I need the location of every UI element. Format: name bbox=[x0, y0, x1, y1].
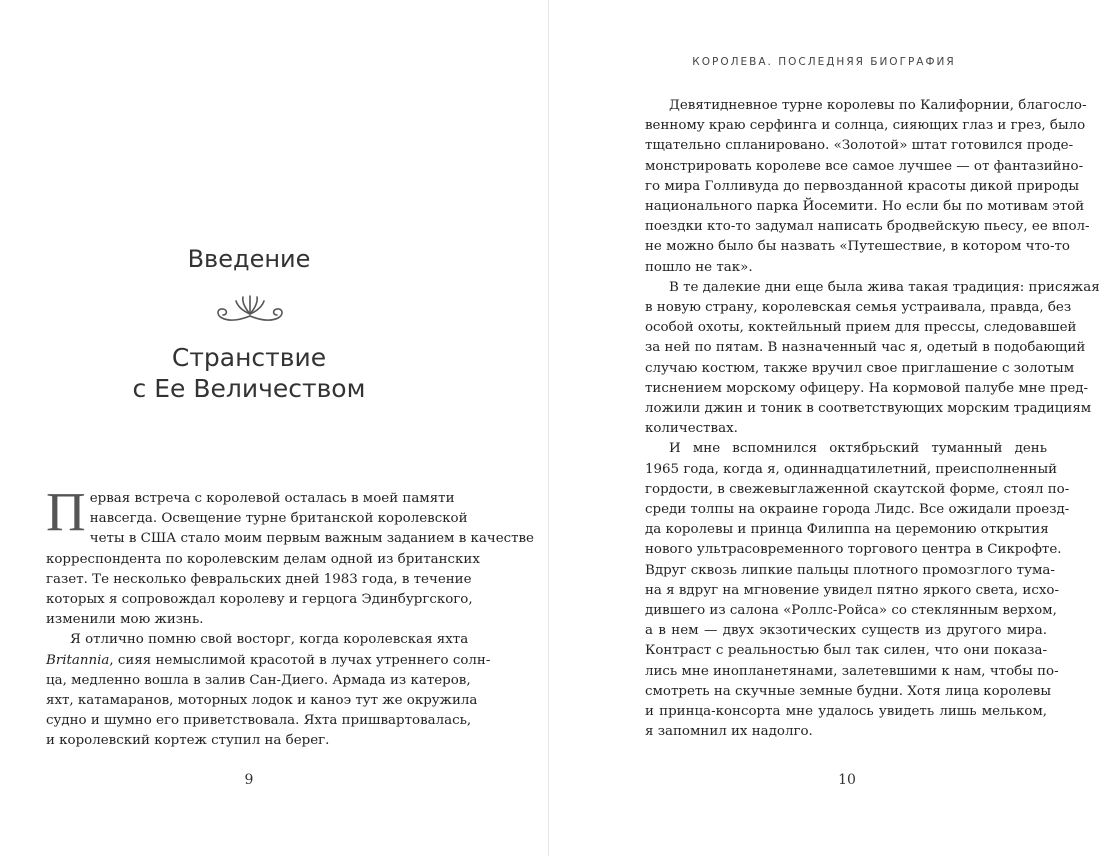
text-line: гордости, в свежевыглаженной скаутской форме, стоял по- bbox=[645, 481, 1070, 497]
left-body-text bbox=[46, 481, 534, 752]
text-line: корреспондента по королевским делам одной из британских bbox=[46, 551, 480, 567]
text-line: 1965 года, когда я, одиннадцатилетний, преисполненный bbox=[645, 461, 1058, 477]
text-line: за ней по пятам. В назначенный час я, одетый в подобающий bbox=[645, 340, 1086, 356]
text-line: не можно было бы назвать «Путешествие, в котором что-то bbox=[645, 239, 1070, 255]
text-line: венному краю серфинга и солнца, сияющих глаз и грез, было bbox=[645, 118, 1086, 134]
text-line: Девятидневное турне королевы по Калифорнии, благосло- bbox=[669, 98, 1087, 113]
page-number: 9 bbox=[244, 772, 254, 788]
text-line: среди толпы на окраине города Лидс. Все ожидали проезд- bbox=[645, 502, 1070, 518]
paragraph bbox=[46, 630, 491, 751]
text-line: дившего из салона «Роллс-Ройса» со стеклянным верхом, bbox=[645, 603, 1057, 619]
text-line bbox=[46, 651, 491, 671]
text-line: смотреть на скучные земные будни. Хотя лица королевы bbox=[645, 683, 1052, 699]
text-line: случаю костюм, также вручил свое приглашение с золотым bbox=[645, 360, 1075, 376]
text-line: го мира Голливуда до первозданной красоты дикой природы bbox=[645, 178, 1080, 194]
text-line: а в нем — двух экзотических существ из другого мира. bbox=[645, 623, 1047, 639]
text-line: изменили мою жизнь. bbox=[46, 612, 204, 628]
drop-cap: П bbox=[46, 481, 86, 542]
text-line: особой охоты, коктейльный прием для прессы, следовавшей bbox=[645, 320, 1077, 336]
text-line: тиснением морскому офицеру. На кормовой палубе мне пред- bbox=[645, 380, 1089, 396]
text-line: ервая встреча с королевой осталась в моей памяти bbox=[89, 491, 455, 506]
text-line: тщательно спланировано. «Золотой» штат готовился проде- bbox=[645, 138, 1074, 154]
text-line: навсегда. Освещение турне британской королевской bbox=[89, 511, 468, 527]
left-page bbox=[0, 0, 549, 856]
text-line: Контраст с реальностью был так силен, что они показа- bbox=[645, 643, 1047, 659]
text-fragment: , сияя немыслимой красотой в лучах утреннего солн- bbox=[109, 652, 491, 668]
chapter-title-line: с Ее Величеством bbox=[132, 374, 366, 403]
text-line: судно и шумно его приветствовала. Яхта пришвартовалась, bbox=[46, 713, 472, 729]
text-line: национального парка Йосемити. Но если бы по мотивам этой bbox=[645, 199, 1085, 215]
text-line: количествах. bbox=[645, 421, 738, 437]
text-line: Вдруг сквозь липкие пальцы плотного промозглого тума- bbox=[645, 562, 1055, 578]
italic-ship-name: Britannia bbox=[46, 652, 110, 668]
paragraph bbox=[645, 278, 1100, 440]
page-number: 10 bbox=[838, 772, 856, 788]
text-line: в новую страну, королевская семья устраивала, правда, без bbox=[645, 300, 1072, 316]
text-line: и королевский кортеж ступил на берег. bbox=[46, 733, 330, 749]
text-line: Я отлично помню свой восторг, когда королевская яхта bbox=[70, 632, 469, 648]
right-body-text bbox=[645, 96, 1100, 743]
paragraph bbox=[645, 96, 1090, 278]
text-line: пошло не так». bbox=[645, 259, 753, 275]
text-line: лись мне инопланетянами, залетевшими к нам, чтобы по- bbox=[645, 663, 1059, 679]
text-line: В те далекие дни еще была жива такая традиция: присяжая bbox=[669, 279, 1100, 295]
text-line: нового ультрасовременного торгового центра в Сикрофте. bbox=[645, 542, 1062, 558]
text-line: И мне вспомнился октябрьский туманный день bbox=[669, 441, 1047, 457]
text-line: на я вдруг на мгновение увидел пятно яркого света, исхо- bbox=[645, 582, 1059, 598]
text-line: газет. Те несколько февральских дней 1983 года, в течение bbox=[46, 571, 472, 587]
text-line: я запомнил их надолго. bbox=[645, 724, 813, 740]
text-line: ца, медленно вошла в залив Сан-Диего. Армада из катеров, bbox=[46, 672, 471, 688]
text-line: да королевы и принца Филиппа на церемонию открытия bbox=[645, 522, 1049, 538]
text-line: которых я сопровождал королеву и герцога Эдинбургского, bbox=[46, 592, 473, 608]
fleuron-ornament-icon bbox=[212, 292, 288, 326]
paragraph bbox=[645, 439, 1070, 742]
chapter-title-line: Странствие bbox=[171, 343, 327, 372]
text-line: монстрировать королеве все самое лучшее — от фантазийно- bbox=[645, 158, 1084, 174]
right-page bbox=[549, 0, 1101, 856]
running-head: КОРОЛЕВА. ПОСЛЕДНЯЯ БИОГРАФИЯ bbox=[692, 56, 956, 68]
text-line: яхт, катамаранов, моторных лодок и каноэ тут же окружила bbox=[46, 693, 478, 709]
text-line: и принца-консорта мне удалось увидеть лишь мельком, bbox=[645, 704, 1047, 720]
paragraph bbox=[46, 481, 534, 630]
text-line: поездки кто-то задумал написать бродвейскую пьесу, ее впол- bbox=[645, 219, 1090, 235]
text-line: ложили джин и тоник в соответствующих морским традициям bbox=[645, 401, 1092, 417]
chapter-label: Введение bbox=[187, 245, 311, 273]
text-line: четы в США стало моим первым важным заданием в качестве bbox=[89, 531, 534, 547]
chapter-title bbox=[0, 342, 498, 404]
